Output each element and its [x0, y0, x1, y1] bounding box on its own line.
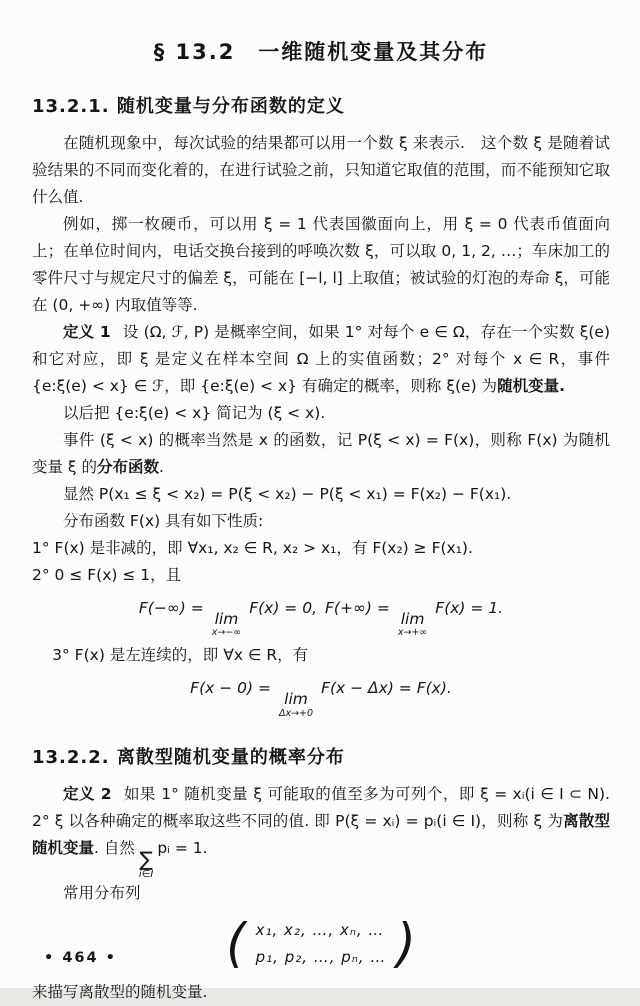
- matrix-row-values: x₁, x₂, …, xₙ, …: [255, 920, 385, 939]
- limit-subscript: x→−∞: [211, 627, 242, 639]
- definition-1: [32, 319, 610, 400]
- property-3: 3° F(x) 是左连续的，即 ∀x ∈ R，有: [52, 646, 309, 665]
- definition-2-body2: . 自然: [94, 838, 135, 857]
- summation-operator: [138, 846, 154, 880]
- limit-subscript: x→+∞: [397, 627, 428, 639]
- right-paren: ): [396, 912, 416, 974]
- limit-operator: [398, 611, 427, 638]
- paragraph-describe: 来描写离散型的随机变量.: [32, 982, 208, 1001]
- limit-operator: [212, 611, 241, 638]
- formula-left-cont-rhs: F(x − Δx) = F(x).: [321, 679, 452, 698]
- matrix-row-probabilities: p₁, p₂, …, pₙ, …: [255, 947, 387, 966]
- definition-1-body: 设 (Ω, ℱ, P) 是概率空间，如果 1° 对每个 e ∈ Ω，存在一个实数 ξ(e) 和它对应，即 ξ 是定义在样本空间 Ω 上的实值函数；2° 对每个 x ∈ R，事件 {e:ξ(e) < x} ∈ ℱ，即 {e:ξ(e) < x} 有确定的概率，则称 ξ(e) 为: [32, 323, 610, 395]
- paragraph-obvious: 显然 P(x₁ ≤ ξ < x₂) = P(ξ < x₂) − P(ξ < x₁) = F(x₂) − F(x₁).: [63, 485, 512, 503]
- property-1: 1° F(x) 是非减的，即 ∀x₁, x₂ ∈ R, x₂ > x₁，有 F(x₂) ≥ F(x₁).: [32, 539, 473, 557]
- page-title: § 13.2 一维随机变量及其分布: [153, 40, 489, 64]
- paragraph-event-tail: .: [159, 458, 164, 476]
- paragraph-properties-header: 分布函数 F(x) 具有如下性质:: [63, 512, 264, 530]
- definition-2-body: 如果 1° 随机变量 ξ 可能取的值至多为可列个，即 ξ = xᵢ(i ∈ I ⊂ N). 2° ξ 以各种确定的概率取这些不同的值. 即 P(ξ = xᵢ) = pᵢ(i ∈ I)，则称 ξ 为: [32, 784, 610, 830]
- formula-limits-mid1: F(x) = 0,: [249, 599, 317, 617]
- distribution-series-formula: [32, 912, 610, 974]
- paragraph-notation: 以后把 {e:ξ(e) < x} 简记为 (ξ < x).: [63, 404, 326, 422]
- sigma-symbol: ∑: [139, 846, 153, 871]
- paragraph-distribution-series: 常用分布列: [63, 883, 141, 902]
- formula-limits-mid2: F(x) = 1.: [435, 599, 504, 617]
- definition-1-label: 定义 1: [63, 323, 111, 341]
- distribution-series-rows: [256, 917, 387, 971]
- left-paren: (: [226, 912, 246, 974]
- definition-2-body3: pᵢ = 1.: [157, 838, 208, 857]
- paragraph-event: [32, 427, 610, 481]
- summation-subscript: i∈I: [138, 868, 154, 880]
- limit-operator: [279, 691, 313, 718]
- section-heading-13-2-1: 13.2.1. 随机变量与分布函数的定义: [32, 96, 345, 117]
- formula-limits-lhs2: F(+∞) =: [325, 599, 390, 617]
- definition-2-label: 定义 2: [63, 784, 112, 803]
- limit-word: lim: [214, 610, 239, 628]
- definition-1-tail: .: [559, 377, 565, 395]
- paragraph-intro: 在随机现象中，每次试验的结果都可以用一个数 ξ 来表示. 这个数 ξ 是随着试验结果的不同而变化着的，在进行试验之前，只知道它取值的范围，而不能预知它取什么值.: [32, 134, 610, 206]
- formula-left-cont-lhs: F(x − 0) =: [190, 679, 271, 698]
- paragraph-event-term: 分布函数: [97, 458, 160, 476]
- paragraph-examples: 例如，掷一枚硬币，可以用 ξ = 1 代表国徽面向上，用 ξ = 0 代表币值面向上；在单位时间内，电话交换台接到的呼唤次数 ξ，可以取 0, 1, 2, …；车床加工的零件尺寸与规定尺寸的偏差 ξ，可能在 [−l, l] 上取值；被试验的灯泡的寿命 ξ，可能在 (0, +∞) 内取值等等.: [32, 215, 610, 314]
- definition-1-term: 随机变量: [497, 377, 560, 395]
- page-number: • 464 •: [44, 950, 117, 966]
- property-2: 2° 0 ≤ F(x) ≤ 1，且: [32, 566, 182, 584]
- definition-2-term: 离散型随机变量: [32, 811, 610, 857]
- paragraph-event-text: 事件 (ξ < x) 的概率当然是 x 的函数，记 P(ξ < x) = F(x)，则称 F(x) 为随机变量 ξ 的: [32, 431, 610, 476]
- section-heading-13-2-2: 13.2.2. 离散型随机变量的概率分布: [32, 746, 345, 768]
- limit-word: lim: [400, 610, 425, 628]
- definition-2: [32, 781, 610, 880]
- limit-subscript: Δx→+0: [278, 707, 314, 719]
- formula-distribution-limits: [32, 593, 610, 638]
- formula-left-continuity: [32, 673, 610, 718]
- limit-word: lim: [284, 690, 308, 709]
- formula-limits-lhs1: F(−∞) =: [138, 599, 204, 617]
